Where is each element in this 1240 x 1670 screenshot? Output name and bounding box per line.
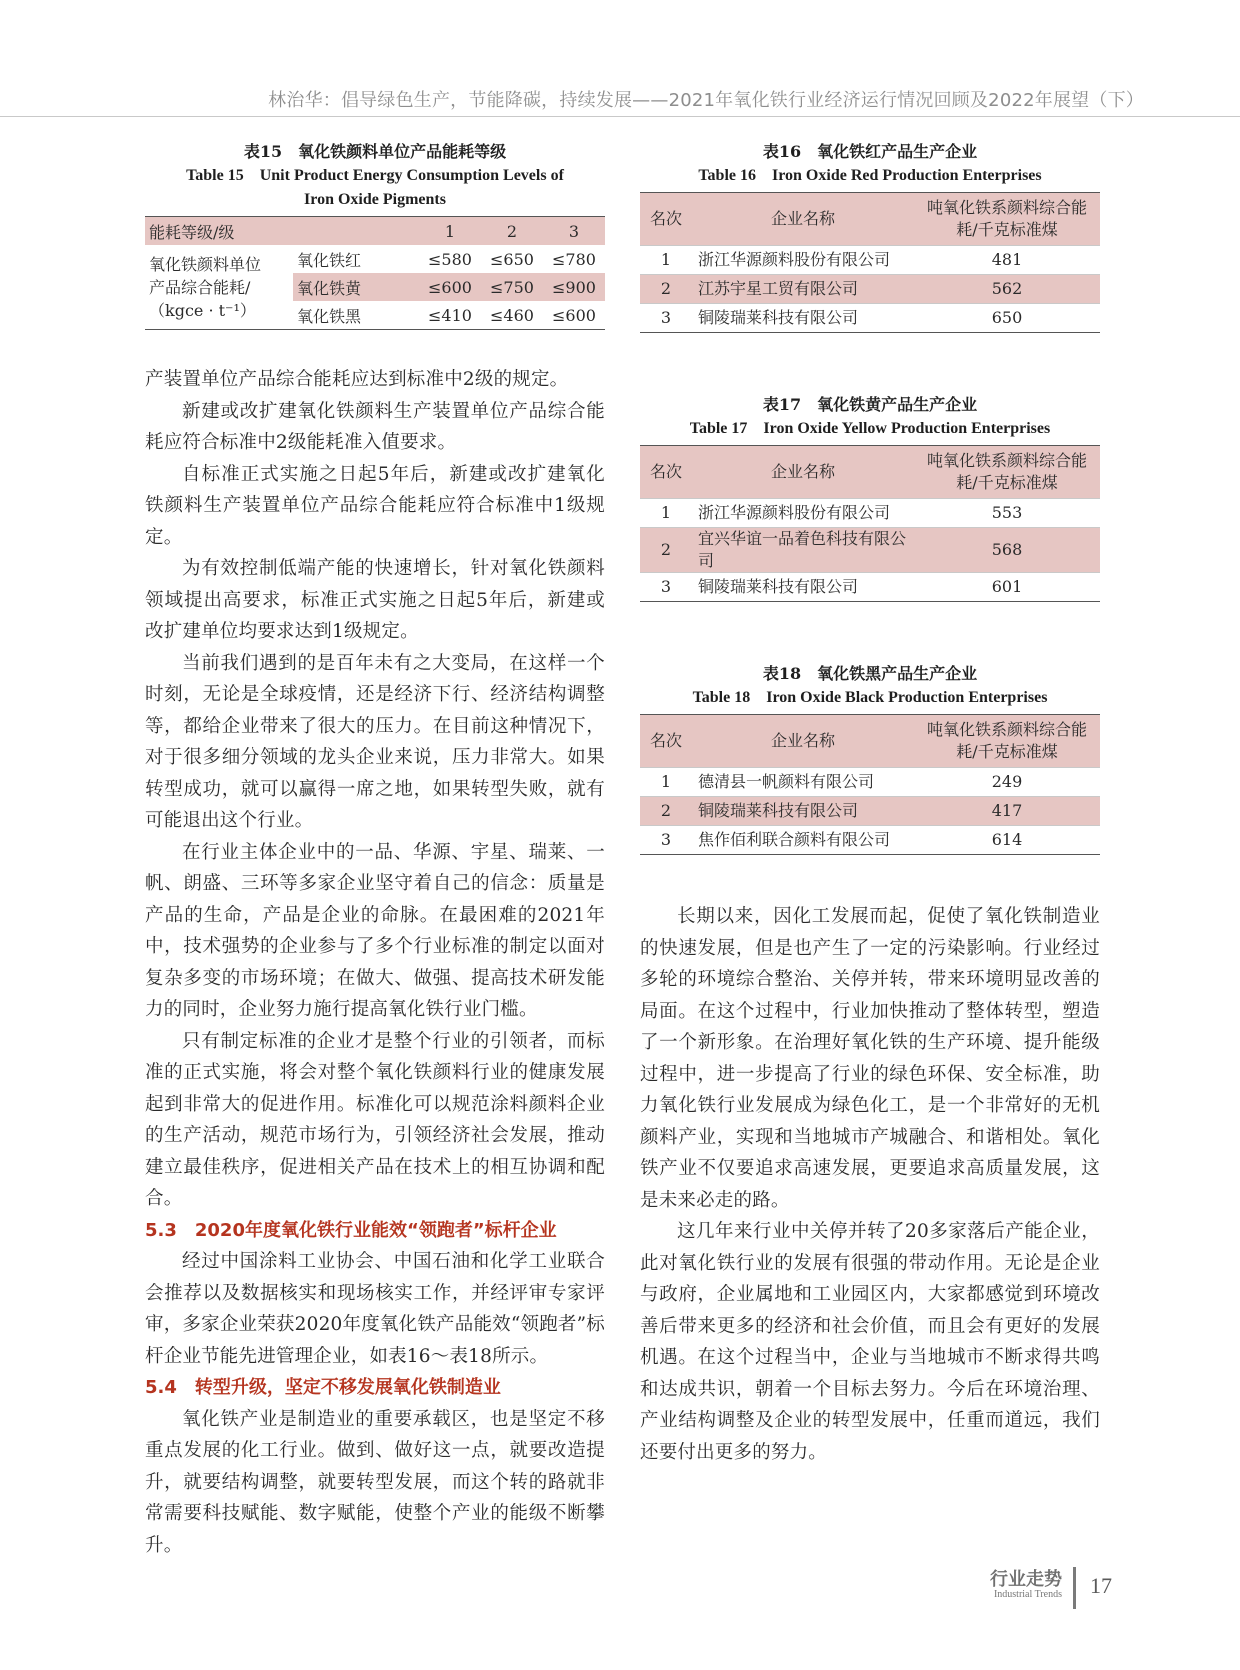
table18-caption-cn: 表18 氧化铁黑产品生产企业 (762, 664, 978, 683)
company-name-cell: 浙江华源颜料股份有限公司 (698, 503, 891, 522)
table-row (640, 797, 1100, 826)
table16-header-row (640, 193, 1100, 246)
table15-value: ≤900 (552, 277, 596, 297)
table18-header-name: 企业名称 (692, 715, 914, 768)
rank-cell: 3 (660, 308, 672, 327)
table15-caption-en-line2: Iron Oxide Pigments (304, 191, 446, 208)
table-row (640, 499, 1100, 528)
table17 (640, 445, 1100, 602)
footer-divider (1073, 1567, 1076, 1609)
table18-caption-en: Table 18 Iron Oxide Black Production Enterprises (692, 689, 1048, 706)
value-cell: 601 (991, 577, 1023, 596)
body-paragraph: 氧化铁产业是制造业的重要承载区，也是坚定不移重点发展的化工行业。做到、做好这一点，就要改造提升，就要结构调整，就要转型发展，而这个转的路就非常需要科技赋能、数字赋能，使整个产业的能级不断攀升。 (145, 1408, 605, 1556)
section-heading-5-4: 5.4 转型升级，坚定不移发展氧化铁制造业 (145, 1377, 501, 1398)
table15-value: ≤750 (490, 277, 534, 297)
table-row (640, 768, 1100, 797)
body-paragraph: 产装置单位产品综合能耗应达到标准中2级的规定。 (145, 369, 569, 390)
footer-section-en: Industrial Trends (993, 1589, 1062, 1600)
company-name-cell: 铜陵瑞莱科技有限公司 (698, 577, 859, 596)
table17-caption-cn: 表17 氧化铁黄产品生产企业 (762, 395, 978, 414)
table16-caption-en: Table 16 Iron Oxide Red Production Enterprises (698, 167, 1042, 184)
table17-header-row (640, 446, 1100, 499)
rank-cell: 3 (660, 577, 672, 596)
body-paragraph: 新建或改扩建氧化铁颜料生产装置单位产品综合能耗应符合标准中2级能耗准入值要求。 (145, 400, 605, 453)
table16-header-value: 吨氧化铁系颜料综合能耗/千克标准煤 (914, 193, 1100, 246)
table15-value: ≤780 (552, 249, 596, 269)
footer-section-cn: 行业走势 (990, 1569, 1062, 1590)
value-cell: 553 (991, 503, 1023, 522)
rank-cell: 1 (660, 250, 672, 269)
running-header (0, 82, 1240, 117)
table-row (640, 275, 1100, 304)
body-paragraph: 为有效控制低端产能的快速增长，针对氧化铁颜料领域提出高要求，标准正式实施之日起5年后，新建或改扩建单位均要求达到1级规定。 (145, 558, 605, 642)
table15-caption-en-line1: Table 15 Unit Product Energy Consumption Levels of (186, 167, 564, 184)
table17-header-rank: 名次 (640, 446, 692, 499)
table15-header-2: 2 (506, 221, 518, 241)
table15-row-label-line2: 产品综合能耗/ (149, 277, 251, 297)
table16 (640, 192, 1100, 333)
table16-caption-cn: 表16 氧化铁红产品生产企业 (762, 142, 978, 161)
company-name-cell: 焦作佰利联合颜料有限公司 (698, 830, 891, 849)
table17-header-name: 企业名称 (692, 446, 914, 499)
value-cell: 650 (991, 308, 1023, 327)
value-cell: 417 (991, 801, 1023, 820)
rank-cell: 1 (660, 503, 672, 522)
running-title: 林治华：倡导绿色生产，节能降碳，持续发展——2021年氧化铁行业经济运行情况回顾及2022年展望（下） (268, 90, 1144, 111)
table-row (640, 246, 1100, 275)
table18-header-row (640, 715, 1100, 768)
body-paragraph: 在行业主体企业中的一品、华源、宇星、瑞莱、一帆、朗盛、三环等多家企业坚守着自己的信念：质量是产品的生命，产品是企业的命脉。在最困难的2021年中，技术强势的企业参与了多个行业标准的制定以面对复杂多变的市场环境；在做大、做强、提高技术研发能力的同时，企业努力施行提高氧化铁行业门槛。 (145, 841, 605, 1020)
table15-row-label-line1: 氧化铁颜料单位 (149, 254, 262, 274)
table18-header-rank: 名次 (640, 715, 692, 768)
page-number: 17 (1090, 1573, 1112, 1598)
body-paragraph: 自标准正式实施之日起5年后，新建或改扩建氧化铁颜料生产装置单位产品综合能耗应符合标准中1级规定。 (145, 463, 605, 548)
table-row (640, 528, 1100, 573)
table15-header-row (145, 217, 605, 246)
company-name-cell: 铜陵瑞莱科技有限公司 (698, 308, 859, 327)
right-column (640, 140, 1100, 1468)
table15-product-name: 氧化铁红 (297, 250, 362, 270)
company-name-cell: 德清县一帆颜料有限公司 (698, 772, 875, 791)
company-name-cell: 宜兴华谊一品着色科技有限公司 (698, 529, 907, 570)
left-column (145, 140, 605, 1561)
company-name-cell: 江苏宇星工贸有限公司 (698, 279, 859, 298)
table15-caption-cn: 表15 氧化铁颜料单位产品能耗等级 (243, 142, 507, 161)
section-heading-5-3: 5.3 2020年度氧化铁行业能效“领跑者”标杆企业 (145, 1219, 557, 1241)
table15-value: ≤410 (428, 305, 472, 325)
table15-row (145, 245, 605, 273)
rank-cell: 2 (660, 801, 672, 820)
table17-header-value: 吨氧化铁系颜料综合能耗/千克标准煤 (914, 446, 1100, 499)
table17-caption-en: Table 17 Iron Oxide Yellow Production Enterprises (689, 420, 1051, 437)
table15-value: ≤460 (490, 305, 534, 325)
table16-header-rank: 名次 (640, 193, 692, 246)
value-cell: 481 (991, 250, 1023, 269)
rank-cell: 3 (660, 830, 672, 849)
rank-cell: 1 (660, 772, 672, 791)
table-row (640, 826, 1100, 855)
table15-value: ≤600 (428, 277, 472, 297)
table15-value: ≤600 (552, 305, 596, 325)
company-name-cell: 铜陵瑞莱科技有限公司 (698, 801, 859, 820)
value-cell: 568 (991, 540, 1023, 559)
body-paragraph: 只有制定标准的企业才是整个行业的引领者，而标准的正式实施，将会对整个氧化铁颜料行业的健康发展起到非常大的促进作用。标准化可以规范涂料颜料企业的生产活动，规范市场行为，引领经济社会发展，推动建立最佳秩序，促进相关产品在技术上的相互协调和配合。 (145, 1030, 605, 1209)
table-row (640, 573, 1100, 602)
table15-header-1: 1 (444, 221, 456, 241)
table-row (640, 304, 1100, 333)
table15-row-label (145, 245, 293, 330)
body-paragraph: 长期以来，因化工发展而起，促使了氧化铁制造业的快速发展，但是也产生了一定的污染影响。行业经过多轮的环境综合整治、关停并转，带来环境明显改善的局面。在这个过程中，行业加快推动了整体转型，塑造了一个新形象。在治理好氧化铁的生产环境、提升能级过程中，进一步提高了行业的绿色环保、安全标准，助力氧化铁行业发展成为绿色化工，是一个非常好的无机颜料产业，实现和当地城市产城融合、和谐相处。氧化铁产业不仅要追求高速发展，更要追求高质量发展，这是未来必走的路。 (640, 906, 1100, 1211)
company-name-cell: 浙江华源颜料股份有限公司 (698, 250, 891, 269)
body-paragraph: 经过中国涂料工业协会、中国石油和化学工业联合会推荐以及数据核实和现场核实工作，并经评审专家评审，多家企业荣获2020年度氧化铁产品能效“领跑者”标杆企业节能先进管理企业，如表16～表18所示。 (145, 1251, 605, 1367)
rank-cell: 2 (660, 279, 672, 298)
table15-header-3: 3 (568, 221, 580, 241)
table15-value: ≤580 (428, 249, 472, 269)
table15 (145, 216, 605, 330)
table15-product-name: 氧化铁黄 (297, 278, 362, 298)
body-paragraph: 这几年来行业中关停并转了20多家落后产能企业，此对氧化铁行业的发展有很强的带动作用。无论是企业与政府，企业属地和工业园区内，大家都感觉到环境改善后带来更多的经济和社会价值，而且会有更好的发展机遇。在这个过程当中，企业与当地城市不断求得共鸣和达成共识，朝着一个目标去努力。今后在环境治理、产业结构调整及企业的转型发展中，任重而道远，我们还要付出更多的努力。 (640, 1221, 1100, 1463)
table18-header-value: 吨氧化铁系颜料综合能耗/千克标准煤 (914, 715, 1100, 768)
rank-cell: 2 (660, 540, 672, 559)
value-cell: 614 (991, 830, 1023, 849)
table18 (640, 714, 1100, 855)
value-cell: 249 (991, 772, 1023, 791)
table15-product-name: 氧化铁黑 (297, 306, 362, 326)
table15-value: ≤650 (490, 249, 534, 269)
table15-row-label-line3: （kgce · t⁻¹） (149, 300, 256, 320)
table15-header-level: 能耗等级/级 (149, 222, 235, 242)
body-paragraph: 当前我们遇到的是百年未有之大变局，在这样一个时刻，无论是全球疫情，还是经济下行、经济结构调整等，都给企业带来了很大的压力。在目前这种情况下，对于很多细分领域的龙头企业来说，压力非常大。如果转型成功，就可以赢得一席之地，如果转型失败，就有可能退出这个行业。 (145, 652, 605, 831)
table16-header-name: 企业名称 (692, 193, 914, 246)
value-cell: 562 (991, 279, 1023, 298)
